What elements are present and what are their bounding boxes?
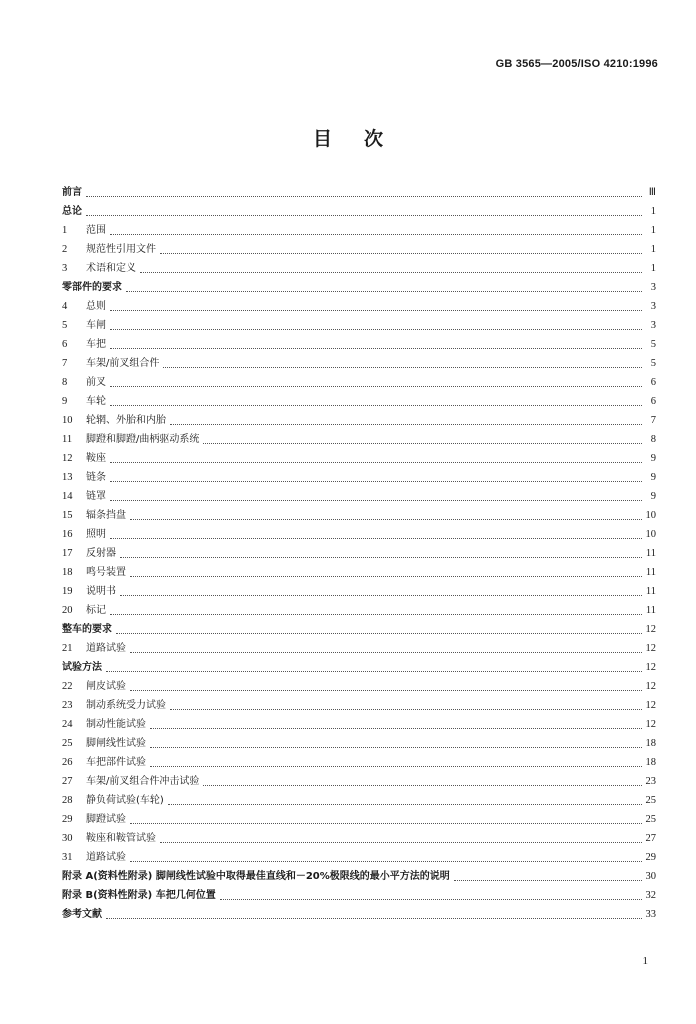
toc-entry-number: 10 xyxy=(62,415,73,426)
toc-entry[interactable] xyxy=(62,694,656,713)
toc-entry-label: 辐条挡盘 xyxy=(86,510,126,521)
toc-entry-page: 5 xyxy=(650,339,656,350)
toc-entry-page: 12 xyxy=(645,700,656,711)
dot-leader xyxy=(110,613,642,615)
toc-entry[interactable] xyxy=(62,219,656,238)
toc-entry-label: 脚闸线性试验 xyxy=(86,738,146,749)
toc-entry-number: 12 xyxy=(62,453,73,464)
toc-entry[interactable] xyxy=(62,903,656,922)
toc-entry-page: 9 xyxy=(650,491,656,502)
toc-entry-page: 12 xyxy=(645,624,656,635)
toc-entry-number: 30 xyxy=(62,833,73,844)
toc-entry[interactable] xyxy=(62,580,656,599)
toc-entry-page: 10 xyxy=(645,510,656,521)
toc-entry-number: 17 xyxy=(62,548,73,559)
toc-entry-label: 链罩 xyxy=(86,491,106,502)
dot-leader xyxy=(130,822,642,824)
dot-leader xyxy=(110,404,642,406)
toc-entry-page: 5 xyxy=(650,358,656,369)
toc-entry-page: 1 xyxy=(650,206,656,217)
toc-entry[interactable] xyxy=(62,789,656,808)
toc-entry-page: 11 xyxy=(645,567,656,578)
toc-entry-number: 13 xyxy=(62,472,73,483)
toc-entry-page: 9 xyxy=(650,453,656,464)
toc-entry-page: 12 xyxy=(645,643,656,654)
toc-entry-page: 9 xyxy=(650,472,656,483)
toc-entry-label: 鞍座和鞍管试验 xyxy=(86,833,156,844)
toc-entry-number: 24 xyxy=(62,719,73,730)
toc-entry[interactable] xyxy=(62,447,656,466)
toc-entry-label: 附录 B(资料性附录) 车把几何位置 xyxy=(62,890,216,901)
toc-entry-page: 7 xyxy=(650,415,656,426)
toc-entry[interactable] xyxy=(62,200,656,219)
toc-entry-label: 鞍座 xyxy=(86,453,106,464)
toc-entry[interactable] xyxy=(62,428,656,447)
dot-leader xyxy=(163,366,642,368)
dot-leader xyxy=(203,784,641,786)
toc-entry-page: 8 xyxy=(650,434,656,445)
toc-entry-page: 11 xyxy=(645,605,656,616)
standard-code: GB 3565—2005/ISO 4210:1996 xyxy=(495,58,658,70)
dot-leader xyxy=(86,214,642,216)
toc-entry-number: 22 xyxy=(62,681,73,692)
toc-entry-label: 制动性能试验 xyxy=(86,719,146,730)
toc-title xyxy=(0,124,696,151)
toc-entry-number: 2 xyxy=(62,244,68,255)
toc-entry-page: 3 xyxy=(650,320,656,331)
toc-entry-label: 说明书 xyxy=(86,586,116,597)
toc-entry-number: 25 xyxy=(62,738,73,749)
dot-leader xyxy=(106,670,642,672)
dot-leader xyxy=(130,860,642,862)
dot-leader xyxy=(110,328,642,330)
toc-entry[interactable] xyxy=(62,238,656,257)
toc-entry-label: 规范性引用文件 xyxy=(86,244,156,255)
dot-leader xyxy=(110,347,642,349)
dot-leader xyxy=(110,499,642,501)
dot-leader xyxy=(86,195,642,197)
toc-entry-page: 11 xyxy=(645,586,656,597)
toc-entry-label: 脚蹬和脚蹬/曲柄驱动系统 xyxy=(86,434,200,445)
toc-entry-label: 车架/前叉组合件 xyxy=(86,358,160,369)
toc-entry-label: 静负荷试验(车轮) xyxy=(86,795,164,806)
dot-leader xyxy=(110,385,642,387)
toc-entry[interactable] xyxy=(62,732,656,751)
toc-entry[interactable] xyxy=(62,485,656,504)
toc-entry-page: 6 xyxy=(650,377,656,388)
dot-leader xyxy=(170,423,642,425)
dot-leader xyxy=(120,594,642,596)
toc-entry[interactable] xyxy=(62,713,656,732)
toc-entry-page: 6 xyxy=(650,396,656,407)
toc-entry[interactable] xyxy=(62,504,656,523)
toc-entry-number: 20 xyxy=(62,605,73,616)
toc-entry-page: 10 xyxy=(645,529,656,540)
toc-entry-number: 11 xyxy=(62,434,73,445)
toc-entry[interactable] xyxy=(62,371,656,390)
toc-entry[interactable] xyxy=(62,827,656,846)
toc-entry-page: 25 xyxy=(645,814,656,825)
toc-entry-number: 3 xyxy=(62,263,68,274)
toc-entry-number: 23 xyxy=(62,700,73,711)
toc-entry-number: 31 xyxy=(62,852,73,863)
dot-leader xyxy=(150,727,642,729)
dot-leader xyxy=(110,537,642,539)
toc-entry-label: 车把 xyxy=(86,339,106,350)
toc-entry[interactable] xyxy=(62,333,656,352)
toc-entry[interactable] xyxy=(62,656,656,675)
toc-entry-label: 车轮 xyxy=(86,396,106,407)
toc-entry[interactable] xyxy=(62,770,656,789)
dot-leader xyxy=(454,879,642,881)
toc-entry-label: 标记 xyxy=(86,605,106,616)
toc-entry-page: 12 xyxy=(645,681,656,692)
toc-entry[interactable] xyxy=(62,257,656,276)
toc-entry[interactable] xyxy=(62,865,656,884)
toc-entry[interactable] xyxy=(62,523,656,542)
dot-leader xyxy=(160,252,642,254)
dot-leader xyxy=(106,917,642,919)
toc-entry[interactable] xyxy=(62,808,656,827)
toc-entry[interactable] xyxy=(62,352,656,371)
toc-entry-number: 4 xyxy=(62,301,68,312)
toc-entry-label: 前叉 xyxy=(86,377,106,388)
toc-entry-label: 术语和定义 xyxy=(86,263,136,274)
toc-entry-page: 18 xyxy=(645,738,656,749)
toc-entry[interactable] xyxy=(62,618,656,637)
toc-entry-page: 3 xyxy=(650,282,656,293)
dot-leader xyxy=(150,746,642,748)
dot-leader xyxy=(220,898,642,900)
toc-entry-label: 链条 xyxy=(86,472,106,483)
toc-title-char: 次 xyxy=(364,128,384,150)
toc-entry-label: 脚蹬试验 xyxy=(86,814,126,825)
toc-entry-number: 21 xyxy=(62,643,73,654)
toc-entry[interactable] xyxy=(62,409,656,428)
toc-entry-page: 32 xyxy=(645,890,656,901)
toc-entry-page: 29 xyxy=(645,852,656,863)
toc-entry-page: 12 xyxy=(645,719,656,730)
toc-entry-number: 7 xyxy=(62,358,68,369)
toc-entry-number: 18 xyxy=(62,567,73,578)
toc-entry-number: 9 xyxy=(62,396,68,407)
toc-title-char: 目 xyxy=(312,128,332,150)
toc-entry[interactable] xyxy=(62,675,656,694)
toc-entry-number: 1 xyxy=(62,225,68,236)
toc-entry-label: 道路试验 xyxy=(86,643,126,654)
toc-entry-page: 1 xyxy=(650,263,656,274)
toc-entry-label: 附录 A(资料性附录) 脚闸线性试验中取得最佳直线和－20%极限线的最小平方法的说明 xyxy=(62,871,450,882)
toc-entry-page: 25 xyxy=(645,795,656,806)
toc-entry-number: 16 xyxy=(62,529,73,540)
dot-leader xyxy=(110,233,642,235)
toc-entry-number: 29 xyxy=(62,814,73,825)
toc-entry-label: 整车的要求 xyxy=(62,624,112,635)
toc-entry-number: 5 xyxy=(62,320,68,331)
toc-entry-page: 23 xyxy=(645,776,656,787)
toc-entry-label: 试验方法 xyxy=(62,662,102,673)
dot-leader xyxy=(170,708,642,710)
toc-entry[interactable] xyxy=(62,542,656,561)
toc-entry-number: 19 xyxy=(62,586,73,597)
table-of-contents xyxy=(62,181,656,922)
toc-entry-page: 12 xyxy=(645,662,656,673)
toc-entry-number: 26 xyxy=(62,757,73,768)
dot-leader xyxy=(110,480,642,482)
toc-entry-page: Ⅲ xyxy=(648,187,656,198)
toc-entry-label: 鸣号装置 xyxy=(86,567,126,578)
toc-entry[interactable] xyxy=(62,884,656,903)
toc-entry-label: 参考文献 xyxy=(62,909,102,920)
dot-leader xyxy=(110,309,642,311)
toc-entry-page: 30 xyxy=(645,871,656,882)
toc-entry-page: 11 xyxy=(645,548,656,559)
toc-entry-label: 车架/前叉组合件冲击试验 xyxy=(86,776,200,787)
toc-entry[interactable] xyxy=(62,314,656,333)
toc-entry[interactable] xyxy=(62,599,656,618)
toc-entry[interactable] xyxy=(62,751,656,770)
toc-entry-label: 车把部件试验 xyxy=(86,757,146,768)
dot-leader xyxy=(168,803,642,805)
toc-entry-label: 制动系统受力试验 xyxy=(86,700,166,711)
toc-entry-label: 车闸 xyxy=(86,320,106,331)
toc-entry-number: 6 xyxy=(62,339,68,350)
toc-entry-label: 前言 xyxy=(62,187,82,198)
dot-leader xyxy=(126,290,642,292)
toc-entry[interactable] xyxy=(62,181,656,200)
dot-leader xyxy=(130,518,642,520)
toc-entry[interactable] xyxy=(62,466,656,485)
toc-entry-label: 零部件的要求 xyxy=(62,282,122,293)
dot-leader xyxy=(110,461,642,463)
dot-leader xyxy=(160,841,642,843)
dot-leader xyxy=(116,632,642,634)
toc-entry-page: 1 xyxy=(650,244,656,255)
dot-leader xyxy=(130,575,642,577)
toc-entry[interactable] xyxy=(62,276,656,295)
toc-entry-number: 28 xyxy=(62,795,73,806)
toc-entry-label: 轮辋、外胎和内胎 xyxy=(86,415,166,426)
toc-entry-label: 总论 xyxy=(62,206,82,217)
toc-entry-label: 总则 xyxy=(86,301,106,312)
toc-entry-label: 反射器 xyxy=(86,548,116,559)
toc-entry[interactable] xyxy=(62,295,656,314)
toc-entry-page: 18 xyxy=(645,757,656,768)
toc-entry[interactable] xyxy=(62,637,656,656)
toc-entry-number: 15 xyxy=(62,510,73,521)
toc-entry-page: 33 xyxy=(645,909,656,920)
toc-entry-page: 27 xyxy=(645,833,656,844)
toc-entry-page: 3 xyxy=(650,301,656,312)
toc-entry[interactable] xyxy=(62,561,656,580)
page-number: 1 xyxy=(642,955,648,967)
toc-entry-number: 8 xyxy=(62,377,68,388)
toc-entry-number: 27 xyxy=(62,776,73,787)
toc-entry-label: 照明 xyxy=(86,529,106,540)
toc-entry-label: 闸皮试验 xyxy=(86,681,126,692)
dot-leader xyxy=(150,765,642,767)
toc-entry[interactable] xyxy=(62,390,656,409)
toc-entry-label: 道路试验 xyxy=(86,852,126,863)
toc-entry-number: 14 xyxy=(62,491,73,502)
dot-leader xyxy=(120,556,642,558)
dot-leader xyxy=(203,442,642,444)
dot-leader xyxy=(130,651,642,653)
dot-leader xyxy=(140,271,642,273)
dot-leader xyxy=(130,689,642,691)
toc-entry-label: 范围 xyxy=(86,225,106,236)
toc-entry-page: 1 xyxy=(650,225,656,236)
toc-entry[interactable] xyxy=(62,846,656,865)
